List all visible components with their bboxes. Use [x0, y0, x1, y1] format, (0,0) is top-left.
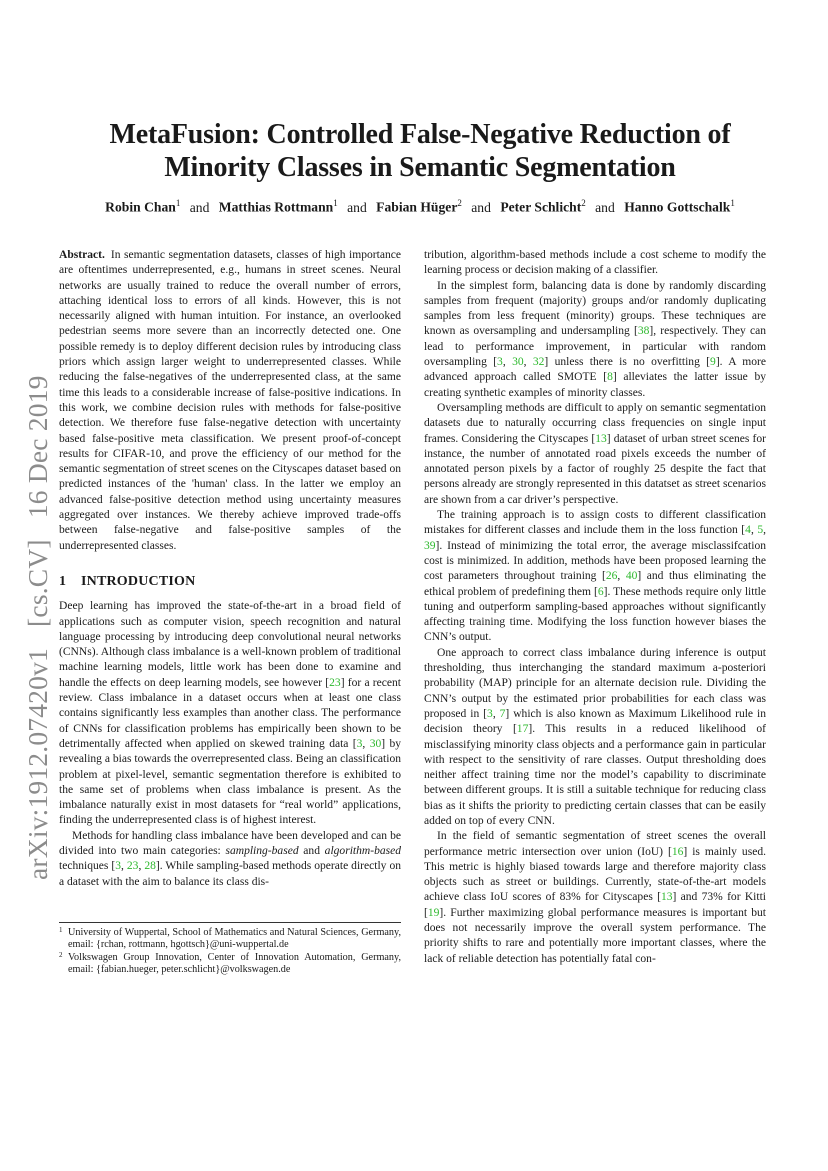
- footnote-mark: 1: [59, 926, 63, 934]
- citation-link[interactable]: 16: [671, 845, 684, 858]
- citation-link[interactable]: 3: [115, 860, 122, 873]
- citation-link[interactable]: 6: [597, 585, 604, 598]
- citation-link[interactable]: 38: [637, 325, 650, 338]
- text-run: In the field of semantic segmentation of street scenes the overall performance metric intersection over union (IoU) [: [424, 830, 766, 858]
- abstract-label: Abstract.: [59, 249, 105, 261]
- emphasis: algorithm-based: [324, 844, 402, 857]
- paragraph: [424, 829, 766, 967]
- footnote: [59, 927, 401, 952]
- section-heading: [59, 574, 401, 589]
- footnotes: [59, 922, 401, 977]
- arxiv-category: [cs.CV]: [22, 539, 53, 627]
- author-separator: and: [595, 199, 615, 215]
- text-run: for a recent review. Class imbalance in a dataset occurs when at least one class contains significantly less examples than another class. The performance of CNNs for classification problems has empirically been shown to be detrimentally affected when applied on skewed training data [: [59, 676, 401, 750]
- arxiv-stamp: [22, 361, 54, 880]
- author-affiliation: 1: [175, 198, 181, 208]
- text-run: One approach to correct class imbalance during inference is output thresholding, thus interchanging the standard maximum a-posteriori probability (MAP) principle for an alternate decision rule. Dividing the CNN’s output by the estimated prior probabilities for each class was proposed in [: [424, 646, 766, 720]
- citation-link[interactable]: 4: [745, 524, 751, 537]
- citation-link[interactable]: 39: [424, 539, 436, 552]
- author-affiliation: 2: [581, 198, 586, 208]
- text-run: ] is mainly used. This metric is highly biased towards large and therefore majority class objects such as street or buildings. Currently, state-of-the-art models achieve class IoU scores of 83% for Cityscapes [: [424, 845, 766, 904]
- text-run: ]. These methods require only little tuning and outperform sampling-based approaches without significantly affecting training time. Modifying the loss function however biases the CNN’s output.: [424, 585, 767, 644]
- title-line-2: Minority Classes in Semantic Segmentation: [164, 152, 676, 183]
- abstract-text: In semantic segmentation datasets, classes of high importance are oftentimes underrepresented, e.g., humans in street scenes. Neural networks are usually trained to reduce the overall number of errors, attaching identical loss to errors of all kinds. However, this is not necessarily aligned with human intuition. For instance, an overlooked pedestrian seems more severe than an incorrectly detected one. One possible remedy is to deploy different decision rules by introducing class priors which assign larger weight to underrepresented classes. While reducing the false-negatives of the underrepresented class, at the same time this leads to a considerable increase of false-positive indications. In this work, we combine decision rules with methods for false-positive detection. We therefore fuse false-negative detection with uncertainty based false-positive meta classification. We present proof-of-concept results for CIFAR-10, and prove the efficiency of our method for the semantic segmentation of street scenes on the Cityscapes dataset based on predicted instances of the 'human' class. In the latter we employ an advanced false-positive detection method using uncertainty measures aggregated over instances. We thereby achieve improved trade-offs between false-negative and false-positive samples of the underrepresented classes.: [59, 249, 401, 552]
- citation-link[interactable]: 13: [595, 432, 607, 445]
- citation-link[interactable]: 9: [710, 356, 716, 369]
- footnote-text: Volkswagen Group Innovation, Center of Innovation Automation, Germany, email: {fabian.hueger, peter.schlicht}@volkswagen.de: [68, 951, 401, 976]
- citation-link[interactable]: 5: [757, 524, 764, 537]
- author-name: Hanno Gottschalk: [624, 199, 731, 215]
- text-run: ], respectively. They can lead to performance improvement, in particular with random oversampling [: [424, 325, 767, 369]
- author-name: Matthias Rottmann: [218, 199, 334, 215]
- section-number: 1: [59, 573, 67, 589]
- paragraph: Deep learning has improved the state-of-the-art in a broad field of applications such as computer vision, speech recognition and natural language processing by introducing deep convolutional neural networks (CNNs). Although class imbalance is a well-known problem of traditional machine learning models, little work has been done to examine and handle the effects on deep learning models, see however [23] for a recent review. Class imbalance in a dataset occurs when at least one class contains significantly less examples than another class. The performance of CNNs for classification problems has empirically been shown to be detrimentally affected when applied on skewed training data [3, 30] by revealing a bias towards the overrepresented class. Being an classification problem at pixel-level, semantic segmentation therefore is exhibited to the same set of problems when class imbalance is present. As the imbalance naturally exist in most datasets for “real world” applications, finding the underrepresented class is of highest interest.: [59, 600, 401, 827]
- paragraph: One approach to correct class imbalance during inference is output thresholding, thus interchanging the standard maximum a-posteriori probability (MAP) principle for an alternate decision rule. Dividing the CNN’s output by the estimated prior probabilities for each class was proposed in [3, 7] which is also known as Maximum Likelihood rule in decision theory [17]. This results in a reduced likelihood of misclassifying minority class objects and a performance gain in particular with respect to the sensitivity of rare classes. Output thresholding does neither affect training time nor the model’s capability to discriminate between different groups. It is still a suitable technique for reducing class bias as it shifts the priority to predicting certain classes that can be easily added on top of every CNN.: [424, 646, 766, 827]
- citation-link[interactable]: 19: [427, 906, 440, 919]
- text-run: ] and thus eliminating the ethical problem of predefining them [: [424, 570, 766, 598]
- text-run: techniques [: [59, 860, 116, 873]
- text-run: ]. While sampling-based methods operate directly on a dataset with the aim to balance its class dis-: [59, 860, 401, 888]
- author-affiliation: 1: [333, 198, 338, 208]
- footnote-rule: [59, 922, 401, 923]
- citation-link[interactable]: 40: [625, 570, 638, 583]
- paragraph: In the simplest form, balancing data is done by randomly discarding samples from frequent (majority) groups and/or randomly duplicating samples from less frequent (minority) groups. These techniques are known as oversampling and undersampling [38], respectively. They can lead to performance improvement, in particular with random oversampling [3, 30, 32] unless there is no overfitting [9]. A more advanced approach called SMOTE [8] alleviates the latter issue by creating synthetic examples of minority classes.: [424, 279, 767, 399]
- author-separator: and: [471, 199, 491, 215]
- left-column: [59, 248, 401, 890]
- citation-link[interactable]: 30: [512, 356, 524, 369]
- citation-link[interactable]: 3: [487, 707, 493, 720]
- text-run: The training approach is to assign costs to different classification mistakes for different classes and include them in the loss function [: [424, 509, 766, 537]
- author-affiliation: 2: [457, 198, 462, 208]
- text-run: ] and 73% for Kitti [: [424, 891, 766, 919]
- author-list: [60, 198, 780, 216]
- text-run: ]. A more advanced approach called SMOTE [: [424, 356, 767, 384]
- text-run: Oversampling methods are difficult to apply on semantic segmentation datasets due to naturally occurring class frequencies on single input frames. Considering the Cityscapes [: [424, 401, 766, 445]
- text-run: ] unless there is no overfitting [: [544, 356, 711, 369]
- text-run: tribution, algorithm-based methods include a cost scheme to modify the learning process or decision making of a classifier.: [424, 249, 766, 277]
- citation-link[interactable]: 3: [497, 356, 503, 369]
- citation-link[interactable]: 7: [499, 707, 506, 720]
- citation-link[interactable]: 23: [126, 860, 139, 873]
- title-line-1: MetaFusion: Controlled False-Negative Reduction of: [109, 119, 731, 150]
- footnote-mark: 2: [59, 950, 63, 959]
- emphasis: sampling-based: [225, 844, 299, 857]
- citation-link[interactable]: 26: [605, 570, 618, 583]
- section-title: INTRODUCTION: [81, 573, 196, 589]
- text-run: Deep learning has improved the state-of-the-art in a broad field of applications such as computer vision, speech recognition and natural language processing by introducing deep convolutional neural networks (CNNs). Although class imbalance is a well-known problem of traditional machine learning models, little work has been done to examine and handle the effects on deep learning models, see however: [59, 600, 401, 689]
- citation-link[interactable]: 3: [356, 737, 363, 750]
- author-name: Robin Chan: [105, 199, 176, 215]
- author-separator: and: [347, 199, 367, 215]
- text-run: ] by revealing a bias towards the overrepresented class. Being an classification problem at pixel-level, semantic segmentation therefore is exhibited to the same set of problems when class imbalance is present. As the imbalance naturally exist in most datasets for “real world” applications, finding the underrepresented class is of highest interest.: [59, 737, 401, 827]
- author-affiliation: 1: [730, 198, 735, 208]
- citation-link[interactable]: 13: [660, 891, 673, 904]
- arxiv-date: 16 Dec 2019: [22, 375, 53, 519]
- paragraph: The training approach is to assign costs to different classification mistakes for different classes and include them in the loss function [4, 5, 39]. Instead of minimizing the total error, the average misclassifcation cost is minimized. In addition, methods have been proposed learning the cost parameters throughout training [26, 40] and thus eliminating the ethical problem of predefining them [6]. These methods require only little tuning and outperform sampling-based approaches without significantly affecting training time. Modifying the loss function however biases the CNN’s output.: [424, 509, 767, 644]
- text-run: In the simplest form, balancing data is done by randomly discarding samples from frequent (majority) groups and/or randomly duplicating samples from less frequent (minority) groups. These techniques are known as oversampling and undersampling [: [424, 279, 766, 338]
- text-run: and: [298, 844, 325, 857]
- text-run: ]. This results in a reduced likelihood of misclassifying minority class objects and a performance gain in particular with respect to the sensitivity of rare classes. Output thresholding does neither affect training time nor the model’s capability to discriminate between different groups. It is still a suitable technique for reducing class bias as it shifts the priority to predicting certain classes that can be easily added on top of every CNN.: [424, 723, 766, 827]
- author-name: Peter Schlicht: [500, 199, 582, 215]
- citation-link[interactable]: 30: [369, 737, 382, 750]
- citation-link[interactable]: 8: [607, 371, 613, 384]
- text-run: ] which is also known as Maximum Likelihood rule in decision theory [: [424, 707, 766, 736]
- paragraph: [424, 401, 766, 508]
- text-run: ] alleviates the latter issue by creating synthetic examples of minority classes.: [424, 371, 766, 399]
- paragraph-continued: [424, 248, 766, 279]
- arxiv-id: arXiv:1912.07420v1: [22, 648, 53, 880]
- text-run: ]. Further maximizing global performance measures is important but does not necessarily improve the overall system performance. The priority shifts to rare and potentially more important classes, where the lack of reliable detection has potentially fatal con-: [424, 906, 766, 965]
- author-separator: and: [189, 199, 210, 215]
- citation-link[interactable]: 32: [532, 356, 545, 369]
- footnote-text: University of Wuppertal, School of Mathematics and Natural Sciences, Germany, email: {rchan, rottmann, hgottsch}@uni-wuppertal.de: [68, 927, 401, 951]
- citation-link[interactable]: 23: [329, 676, 341, 689]
- citation-link[interactable]: 17: [516, 723, 529, 736]
- abstract: [59, 248, 401, 554]
- right-column: [424, 248, 766, 967]
- paper-title: [60, 118, 780, 184]
- citation-link[interactable]: 28: [144, 860, 156, 873]
- text-run: ]. Instead of minimizing the total error, the average misclassifcation cost is minimized. In addition, methods have been proposed learning the cost parameters throughout training [: [424, 539, 766, 583]
- author-name: Fabian Hüger: [376, 199, 458, 215]
- text-run: Methods for handling class imbalance have been developed and can be divided into two main categories:: [59, 829, 401, 857]
- text-run: ] dataset of urban street scenes for instance, the number of annotated road pixels exceeds the number of annotated person pixels by a factor of roughly 25 despite the fact that persons already are strongly represented in this datatset as street scenarios are shown from a car driver’s perspective.: [424, 432, 766, 506]
- footnote: [59, 952, 401, 977]
- paragraph: Methods for handling class imbalance have been developed and can be divided into two main categories: sampling-based and algorithm-based techniques [3, 23, 28]. While sampling-based methods operate directly on a dataset with the aim to balance its class dis-: [59, 829, 402, 888]
